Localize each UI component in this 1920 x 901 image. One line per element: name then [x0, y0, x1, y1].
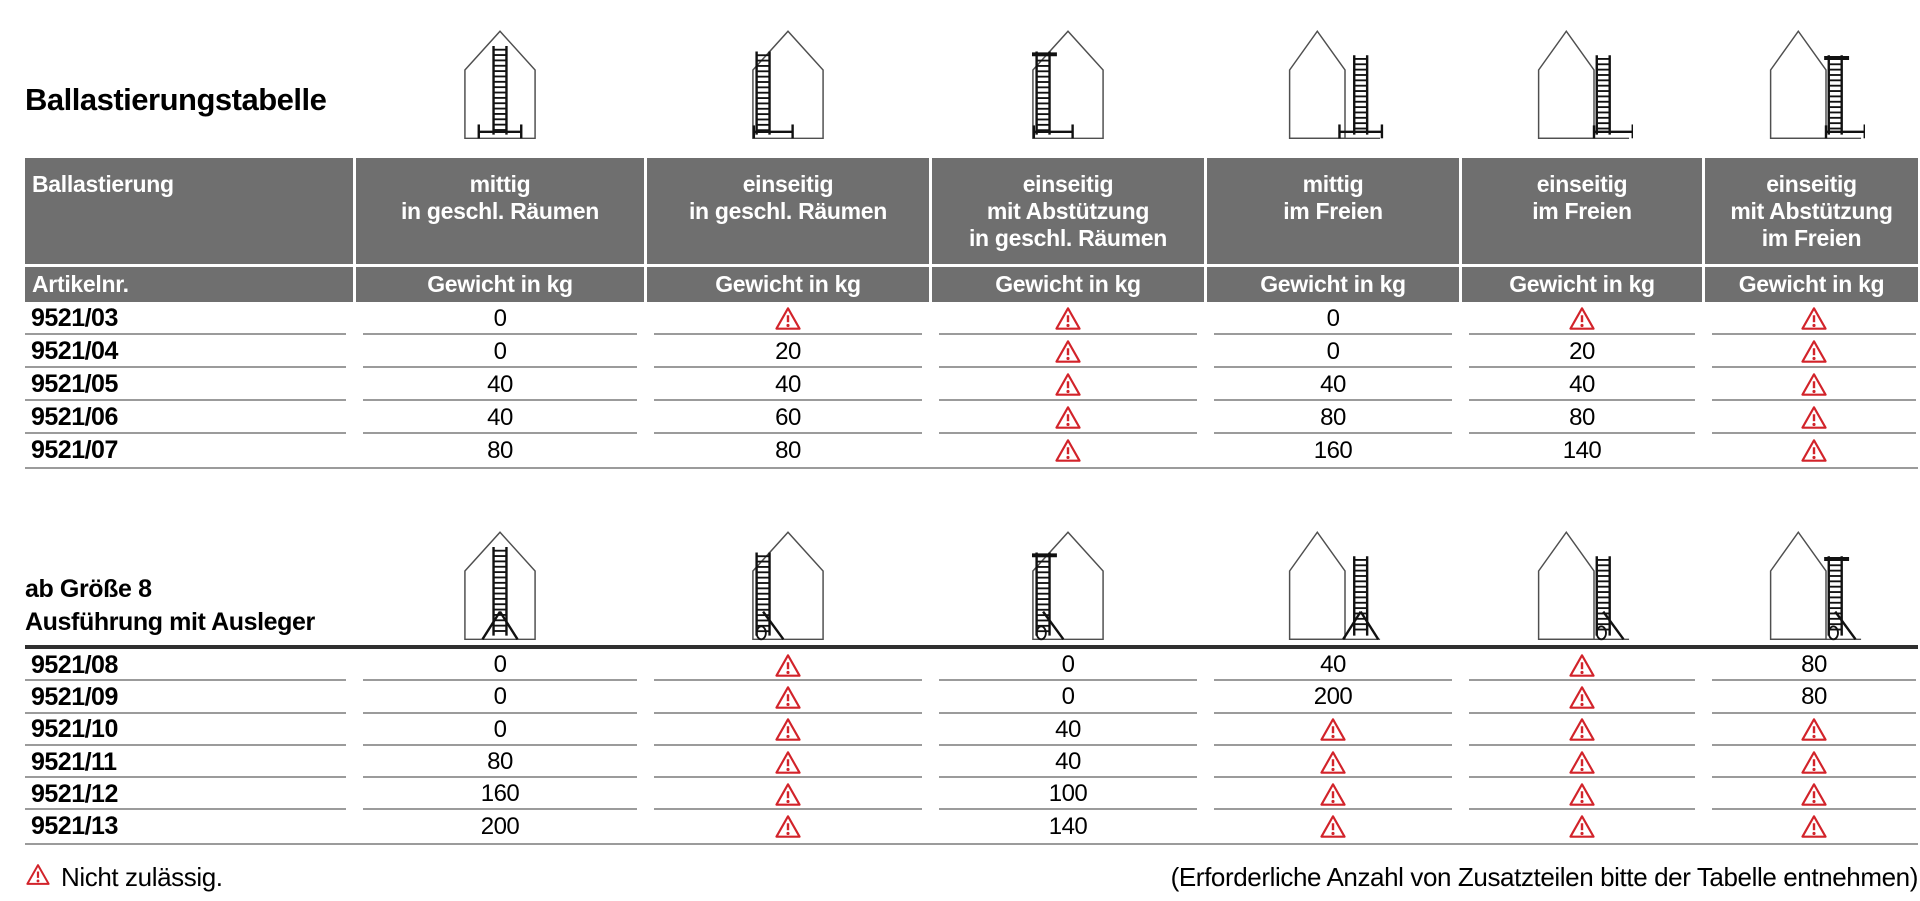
- weight-value-cell: 80: [1710, 649, 1918, 681]
- column-header-band: [25, 158, 1918, 264]
- table-row: [25, 714, 1918, 746]
- house-ladder-center-outrigger-icon: [449, 523, 551, 643]
- article-number: 9521/03: [25, 302, 348, 335]
- article-number-header: Artikelnr.: [25, 267, 353, 302]
- article-number: 9521/12: [25, 778, 348, 810]
- warning-triangle-icon: [774, 717, 802, 742]
- warning-triangle-icon: [1319, 782, 1347, 807]
- table-row: [25, 368, 1918, 401]
- article-number: 9521/05: [25, 368, 348, 401]
- warning-triangle-icon: [774, 814, 802, 839]
- table-row: [25, 649, 1918, 681]
- warning-triangle-icon: [1800, 717, 1828, 742]
- table-row: [25, 681, 1918, 713]
- warning-triangle-icon: [774, 750, 802, 775]
- weight-value-cell: 140: [1048, 812, 1088, 840]
- house-ladder-center-ballast-icon: [361, 12, 639, 142]
- warning-triangle-icon: [1568, 685, 1596, 710]
- weight-header: Gewicht in kg: [647, 267, 929, 302]
- weight-value-cell: 0: [361, 714, 639, 746]
- not-permitted-cell: [1212, 778, 1454, 810]
- not-permitted-cell: [1212, 746, 1454, 778]
- warning-triangle-icon: [1800, 372, 1828, 397]
- not-permitted-cell: [1710, 778, 1918, 810]
- warning-triangle-icon: [1800, 438, 1828, 463]
- table-row: [25, 401, 1918, 434]
- warning-triangle-icon: [774, 306, 802, 331]
- not-permitted-cell: [652, 778, 924, 810]
- not-permitted-cell: [1710, 335, 1918, 368]
- warning-triangle-icon: [774, 653, 802, 678]
- weight-value-cell: 40: [1212, 649, 1454, 681]
- column-header: einseitig im Freien: [1462, 158, 1702, 264]
- warning-triangle-icon: [1319, 750, 1347, 775]
- weight-value-cell: 0: [937, 649, 1199, 681]
- weight-value-cell: 80: [1212, 401, 1454, 434]
- not-permitted-cell: [1467, 302, 1697, 335]
- column-header: einseitig mit Abstützung im Freien: [1705, 158, 1918, 264]
- legend-not-permitted: [25, 862, 223, 893]
- house-ladder-outside-support-ballast-icon: [1710, 12, 1918, 142]
- weight-value-cell: 140: [1562, 436, 1602, 464]
- weight-value-cell: 200: [1212, 681, 1454, 713]
- not-permitted-cell: [652, 302, 924, 335]
- weight-value-cell: 0: [1212, 335, 1454, 368]
- house-ladder-outside-outrigger-icon: [1531, 523, 1633, 643]
- not-permitted-cell: [652, 649, 924, 681]
- warning-triangle-icon: [1054, 339, 1082, 364]
- weight-header: Gewicht in kg: [1705, 267, 1918, 302]
- not-permitted-cell: [937, 302, 1199, 335]
- not-permitted-cell: [652, 746, 924, 778]
- table-row: [25, 434, 1918, 467]
- section2-icons-row: [25, 469, 1918, 645]
- not-permitted-cell: [937, 434, 1199, 467]
- warning-triangle-icon: [1800, 814, 1828, 839]
- weight-header: Gewicht in kg: [356, 267, 644, 302]
- legend-text: Nicht zulässig.: [61, 862, 223, 893]
- weight-value-cell: 40: [652, 368, 924, 401]
- warning-triangle-icon: [1568, 814, 1596, 839]
- weight-value-cell: 0: [361, 335, 639, 368]
- article-number: 9521/11: [25, 746, 348, 778]
- weight-value-cell: 0: [361, 649, 639, 681]
- not-permitted-cell: [1467, 778, 1697, 810]
- not-permitted-cell: [1467, 681, 1697, 713]
- house-ladder-side-ballast-icon: [652, 12, 924, 142]
- house-ladder-outside-outrigger-icon: [1467, 523, 1697, 645]
- weight-value-cell: 40: [361, 368, 639, 401]
- section1-icons-row: [25, 12, 1918, 158]
- weight-value-cell: 40: [1212, 368, 1454, 401]
- weight-value-cell: 60: [652, 401, 924, 434]
- not-permitted-cell: [1710, 401, 1918, 434]
- house-ladder-center-ballast-icon: [449, 22, 551, 142]
- weight-value-cell: 40: [937, 746, 1199, 778]
- house-ladder-side-support-ballast-icon: [937, 12, 1199, 142]
- weight-value-cell: 100: [937, 778, 1199, 810]
- article-number: 9521/10: [25, 714, 348, 746]
- house-ladder-center-outrigger-icon: [361, 523, 639, 645]
- house-ladder-outside-support-ballast-icon: [1763, 22, 1865, 142]
- not-permitted-cell: [652, 714, 924, 746]
- warning-triangle-icon: [774, 685, 802, 710]
- section2-label-line1: ab Größe 8: [25, 575, 152, 603]
- warning-triangle-icon: [1800, 750, 1828, 775]
- weight-header: Gewicht in kg: [1462, 267, 1702, 302]
- weight-value-cell: 40: [361, 401, 639, 434]
- weight-value-cell: 80: [361, 746, 639, 778]
- not-permitted-cell: [1710, 368, 1918, 401]
- article-number: 9521/04: [25, 335, 348, 368]
- house-ladder-outside-support-outrigger-icon: [1710, 523, 1918, 645]
- warning-triangle-icon: [1054, 438, 1082, 463]
- weight-value-cell: 20: [1467, 335, 1697, 368]
- weight-value-cell: 160: [1313, 436, 1353, 464]
- weight-value-cell: 0: [361, 681, 639, 713]
- not-permitted-cell: [1710, 302, 1918, 335]
- not-permitted-cell: [652, 681, 924, 713]
- weight-value-cell: 80: [1710, 681, 1918, 713]
- table-row: [25, 302, 1918, 335]
- warning-triangle-icon: [1568, 653, 1596, 678]
- house-ladder-side-support-outrigger-icon: [1017, 523, 1119, 643]
- weight-value-cell: 80: [775, 436, 801, 464]
- weight-header: Gewicht in kg: [932, 267, 1204, 302]
- warning-triangle-icon: [774, 782, 802, 807]
- warning-triangle-icon: [1568, 306, 1596, 331]
- house-ladder-outside-ballast-icon: [1467, 12, 1697, 142]
- section2-rows: [25, 645, 1918, 845]
- table-row: [25, 810, 1918, 842]
- house-ladder-outside-support-outrigger-icon: [1763, 523, 1865, 643]
- not-permitted-cell: [1710, 810, 1918, 842]
- not-permitted-cell: [1710, 434, 1918, 467]
- house-ladder-side-ballast-icon: [737, 22, 839, 142]
- warning-triangle-icon: [1568, 717, 1596, 742]
- house-ladder-side-outrigger-icon: [652, 523, 924, 645]
- weight-value-cell: 80: [487, 436, 513, 464]
- warning-triangle-icon: [1800, 782, 1828, 807]
- house-ladder-outside-gap-ballast-icon: [1282, 22, 1384, 142]
- weight-value-cell: 20: [652, 335, 924, 368]
- column-header: mittig in geschl. Räumen: [356, 158, 644, 264]
- house-ladder-outside-gap-ballast-icon: [1212, 12, 1454, 142]
- house-ladder-outside-ballast-icon: [1531, 22, 1633, 142]
- warning-triangle-icon: [25, 863, 51, 886]
- house-ladder-side-support-ballast-icon: [1017, 22, 1119, 142]
- warning-triangle-icon: [1800, 306, 1828, 331]
- not-permitted-cell: [652, 810, 924, 842]
- warning-triangle-icon: [1800, 405, 1828, 430]
- warning-triangle-icon: [1054, 372, 1082, 397]
- warning-triangle-icon: [1319, 717, 1347, 742]
- house-ladder-outside-gap-outrigger-icon: [1212, 523, 1454, 645]
- not-permitted-cell: [937, 335, 1199, 368]
- footer-note: (Erforderliche Anzahl von Zusatzteilen bitte der Tabelle entnehmen): [1170, 862, 1918, 893]
- section2-label-line2: Ausführung mit Ausleger: [25, 608, 315, 636]
- not-permitted-cell: [1212, 810, 1454, 842]
- not-permitted-cell: [1710, 746, 1918, 778]
- weight-value-cell: 40: [1467, 368, 1697, 401]
- table-row: [25, 746, 1918, 778]
- weight-value-cell: 160: [361, 778, 639, 810]
- warning-triangle-icon: [1800, 339, 1828, 364]
- weight-value-cell: 0: [937, 681, 1199, 713]
- article-number: 9521/13: [31, 812, 118, 841]
- house-ladder-outside-gap-outrigger-icon: [1282, 523, 1384, 643]
- article-number: 9521/07: [31, 436, 118, 464]
- table-row: [25, 778, 1918, 810]
- weight-value-cell: 40: [937, 714, 1199, 746]
- not-permitted-cell: [1212, 714, 1454, 746]
- article-number: 9521/06: [25, 401, 348, 434]
- warning-triangle-icon: [1054, 405, 1082, 430]
- weight-value-cell: 0: [361, 302, 639, 335]
- ballast-header: Ballastierung: [25, 158, 353, 264]
- column-header: mittig im Freien: [1207, 158, 1459, 264]
- column-header: einseitig mit Abstützung in geschl. Räumen: [932, 158, 1204, 264]
- house-ladder-side-support-outrigger-icon: [937, 523, 1199, 645]
- not-permitted-cell: [1467, 649, 1697, 681]
- house-ladder-side-outrigger-icon: [737, 523, 839, 643]
- warning-triangle-icon: [1054, 306, 1082, 331]
- weight-value-cell: 0: [1212, 302, 1454, 335]
- table-row: [25, 335, 1918, 368]
- warning-triangle-icon: [25, 862, 51, 893]
- page-title: Ballastierungstabelle: [25, 82, 327, 117]
- footer: [25, 862, 1918, 894]
- subheader-band: [25, 267, 1918, 302]
- article-number: 9521/09: [25, 681, 348, 713]
- not-permitted-cell: [1467, 714, 1697, 746]
- weight-value-cell: 80: [1467, 401, 1697, 434]
- not-permitted-cell: [1467, 746, 1697, 778]
- column-header: einseitig in geschl. Räumen: [647, 158, 929, 264]
- not-permitted-cell: [937, 401, 1199, 434]
- weight-header: Gewicht in kg: [1207, 267, 1459, 302]
- section1-rows: [25, 302, 1918, 469]
- warning-triangle-icon: [1568, 782, 1596, 807]
- weight-value-cell: 200: [480, 812, 520, 840]
- not-permitted-cell: [1710, 714, 1918, 746]
- not-permitted-cell: [937, 368, 1199, 401]
- section2-label: [25, 469, 348, 645]
- warning-triangle-icon: [1319, 814, 1347, 839]
- title-cell: [25, 12, 348, 158]
- not-permitted-cell: [1467, 810, 1697, 842]
- article-number: 9521/08: [25, 649, 348, 681]
- warning-triangle-icon: [1568, 750, 1596, 775]
